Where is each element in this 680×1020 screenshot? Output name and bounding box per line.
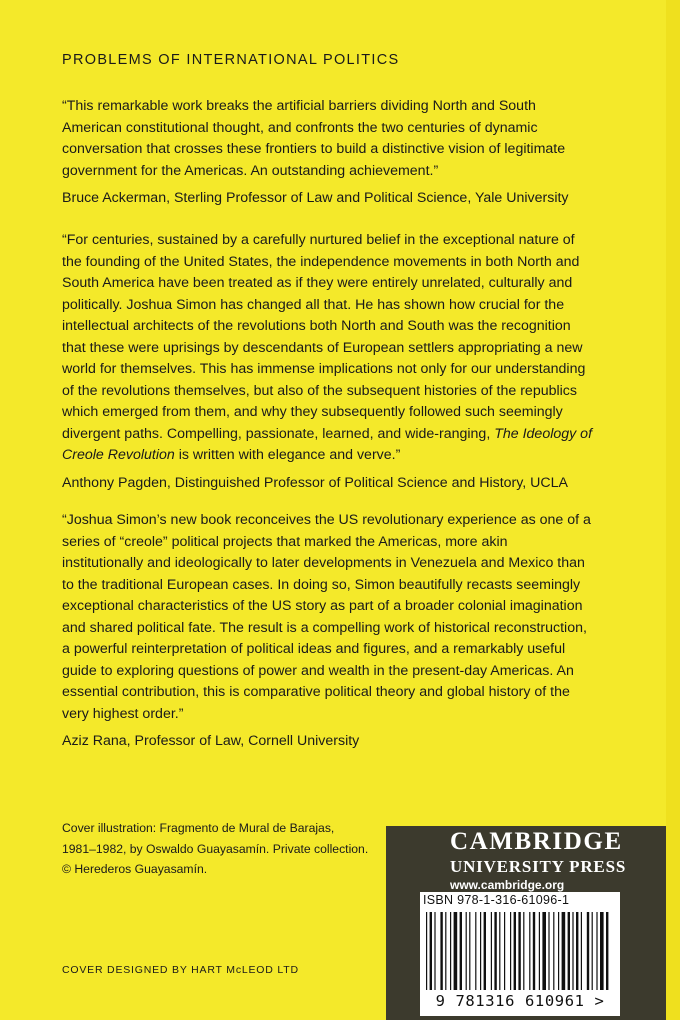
review-quote	[62, 230, 592, 467]
barcode-bar	[558, 912, 559, 990]
barcode-bar	[499, 912, 500, 990]
credit-line: Cover illustration: Fragmento de Mural de Barajas,	[62, 821, 335, 835]
barcode-bar	[587, 912, 589, 990]
barcode-panel	[420, 892, 620, 1016]
review-attribution: Anthony Pagden, Distinguished Professor of Political Science and History, UCLA	[62, 474, 569, 491]
review-quote-start: “For centuries, sustained by a carefully nurtured belief in the exceptional nature of the founding of the United States, the independence movements in both North and South America have been treated as if they were entirely unrelated, culturally and politically. Joshua Simon has changed all that. He has shown how crucial for the intellectual architects of the revolutions both North and South was the recognition that these were uprisings by descendants of European settlers appropriating a new world for themselves. This has immense implications not only for our understanding of the revolutions themselves, but also of the subsequent histories of the republics which emerged from them, and why they subsequently followed such seemingly divergent paths. Compelling, passionate, learned, and wide-ranging,	[62, 232, 586, 442]
barcode-bar	[592, 912, 593, 990]
barcode-bar	[596, 912, 597, 990]
designer-credit: COVER DESIGNED BY HART McLEOD LTD	[62, 964, 299, 976]
barcode-bar	[469, 912, 470, 990]
review-pagden	[62, 230, 592, 494]
cover-illustration-credit	[62, 818, 382, 880]
barcode-bar	[533, 912, 535, 990]
isbn-label: ISBN 978-1-316-61096-1	[423, 893, 570, 907]
barcode-bar	[440, 912, 442, 990]
barcode-bar	[430, 912, 432, 990]
review-quote: “Joshua Simon’s new book reconceives the US revolutionary experience as one of a series of “creole” political projects that marked the Americas, more akin institutionally and ideologically to later developments in Venezuela and Mexico than to the traditional European cases. In doing so, Simon beautifully recasts seemingly exceptional characteristics of the US story as part of a broader colonial imagination and shared political fate. The result is a compelling work of historical reconstruction, a powerful reinterpretation of political ideas and figures, and a remarkably useful guide to exploring questions of power and wealth in the present-day Americas. An essential contribution, this is comparative political theory and global history of the very highest order.”	[62, 512, 591, 722]
barcode-bar	[562, 912, 566, 990]
barcode-bar	[480, 912, 481, 990]
publisher-box	[386, 826, 666, 1020]
barcode-bar	[572, 912, 573, 990]
barcode-digits: 9 781316 610961 >	[435, 992, 605, 1010]
barcode-bar	[568, 912, 570, 990]
credit-line: 1981–1982, by Oswaldo Guayasamín. Private collection.	[62, 841, 369, 856]
review-ackerman	[62, 96, 592, 210]
barcode-bar	[426, 912, 427, 990]
barcode-bar	[576, 912, 578, 990]
barcode-bar	[548, 912, 549, 990]
barcode-bar	[434, 912, 435, 990]
barcode-bar	[494, 912, 496, 990]
book-title: The Ideology of Creole Revolution	[62, 425, 593, 463]
review-quote: “This remarkable work breaks the artificial barriers dividing North and South American constitutional thought, and confronts the two centuries of dynamic conversation that crosses these frontiers to build a distinctive vision of legitimate government for the Americas. An outstanding achievement.”	[62, 98, 566, 179]
barcode-bar	[454, 912, 458, 990]
barcode-bar	[450, 912, 451, 990]
publisher-url: www.cambridge.org	[450, 878, 565, 892]
barcode-bar	[475, 912, 476, 990]
publisher-subname: UNIVERSITY PRESS	[450, 857, 627, 876]
credit-line: © Herederos Guayasamín.	[62, 862, 208, 876]
barcode-bar	[491, 912, 492, 990]
barcode-bar	[600, 912, 604, 990]
barcode-bar	[518, 912, 520, 990]
barcode-bar	[466, 912, 467, 990]
barcode-bar	[484, 912, 486, 990]
barcode-bar	[553, 912, 554, 990]
barcode-bar	[539, 912, 540, 990]
series-title: PROBLEMS OF INTERNATIONAL POLITICS	[62, 52, 400, 68]
barcode-bar	[606, 912, 608, 990]
barcode-bar	[581, 912, 582, 990]
barcode-bar	[529, 912, 530, 990]
barcode-bar	[445, 912, 446, 990]
review-attribution: Aziz Rana, Professor of Law, Cornell University	[62, 733, 360, 749]
barcode-bar	[460, 912, 462, 990]
barcode-bar	[542, 912, 546, 990]
barcode-bar	[514, 912, 516, 990]
barcode-bar	[504, 912, 505, 990]
cover-edge-strip	[666, 0, 680, 1020]
review-attribution: Bruce Ackerman, Sterling Professor of Law and Political Science, Yale University	[62, 190, 569, 206]
review-rana	[62, 510, 592, 753]
barcode-bar	[510, 912, 511, 990]
publisher-name: CAMBRIDGE	[450, 828, 623, 855]
barcode-bar	[523, 912, 524, 990]
barcode-icon	[424, 912, 616, 992]
review-quote-end: is written with elegance and verve.”	[174, 447, 401, 463]
